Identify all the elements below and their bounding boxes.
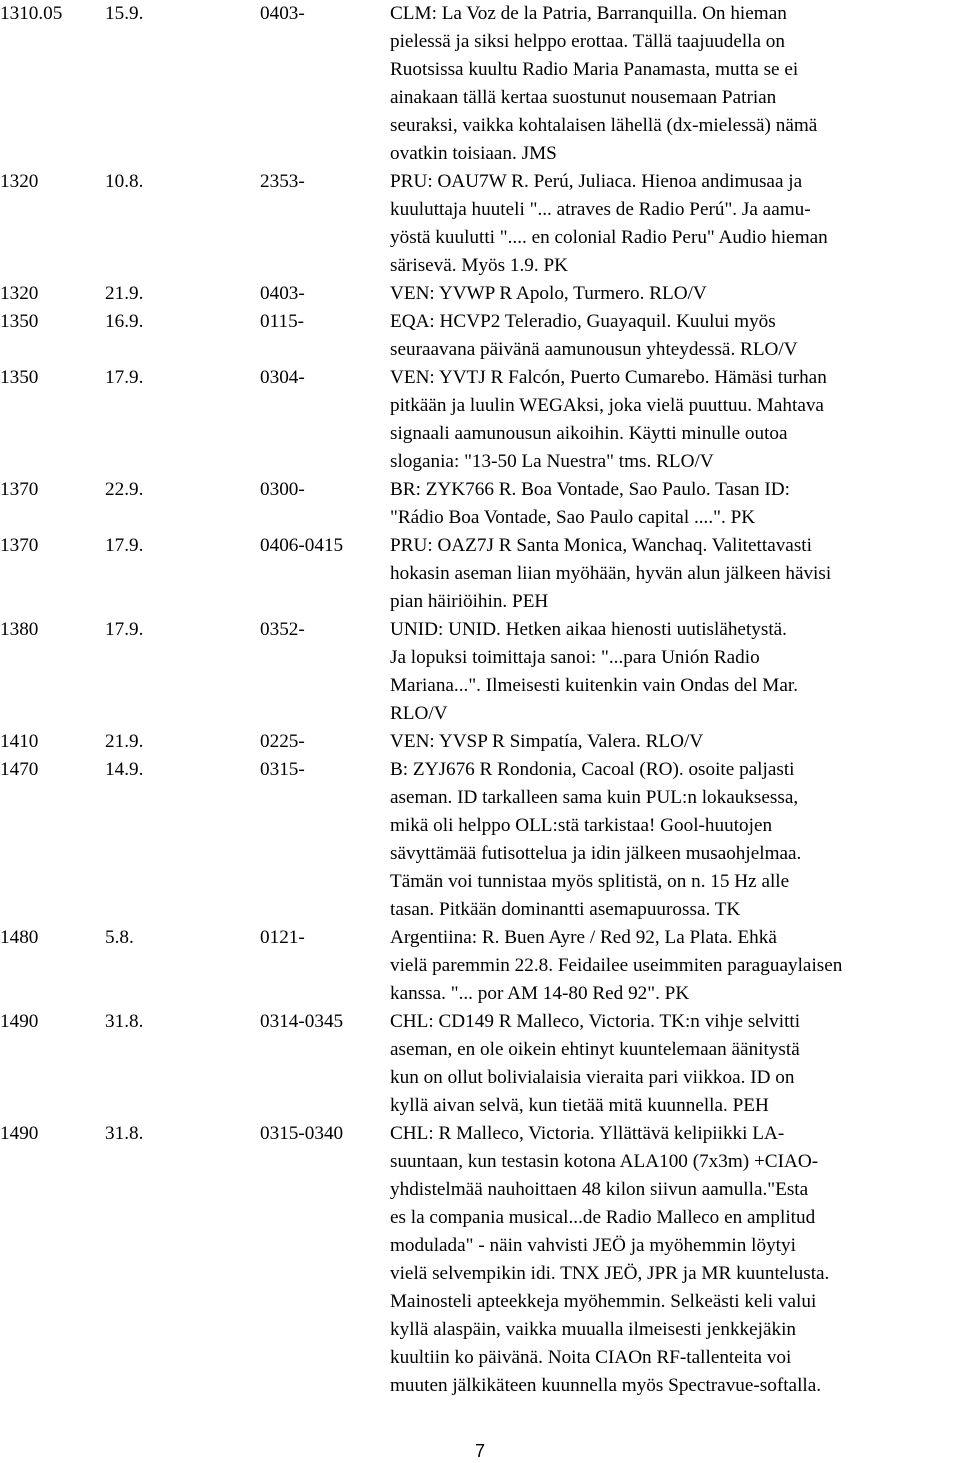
time-cell: 0403-	[260, 3, 305, 24]
log-entry	[0, 756, 960, 924]
description-line: kanssa. "... por AM 14-80 Red 92". PK	[390, 983, 690, 1004]
log-entry	[0, 924, 960, 1008]
description-line: särisevä. Myös 1.9. PK	[390, 255, 569, 276]
log-entry	[0, 616, 960, 728]
description-line: ovatkin toisiaan. JMS	[390, 143, 557, 164]
description-cell	[390, 616, 960, 728]
date-cell: 21.9.	[105, 731, 144, 752]
frequency-cell: 1490	[0, 1011, 39, 1032]
description-line: suuntaan, kun testasin kotona ALA100 (7x3m) +CIAO-	[390, 1151, 819, 1172]
description-line: "Rádio Boa Vontade, Sao Paulo capital ....". PK	[390, 507, 756, 528]
description-line: VEN: YVSP R Simpatía, Valera. RLO/V	[390, 731, 704, 752]
description-line: slogania: "13-50 La Nuestra" tms. RLO/V	[390, 451, 714, 472]
description-line: RLO/V	[390, 703, 448, 724]
frequency-cell: 1410	[0, 731, 39, 752]
description-line: pitkään ja luulin WEGAksi, joka vielä puuttuu. Mahtava	[390, 395, 824, 416]
description-line: B: ZYJ676 R Rondonia, Cacoal (RO). osoite paljasti	[390, 759, 795, 780]
description-cell	[390, 280, 960, 308]
description-line: kyllä aivan selvä, kun tietää mitä kuunnella. PEH	[390, 1095, 769, 1116]
description-line: signaali aamunousun aikoihin. Käytti minulle outoa	[390, 423, 788, 444]
description-line: muuten jälkikäteen kuunnella myös Spectravue-softalla.	[390, 1375, 822, 1396]
description-line: mikä oli helppo OLL:stä tarkistaa! Gool-huutojen	[390, 815, 773, 836]
description-cell	[390, 532, 960, 616]
frequency-cell: 1310.05	[0, 3, 63, 24]
description-line: pielessä ja siksi helppo erottaa. Tällä taajuudella on	[390, 31, 785, 52]
date-cell: 15.9.	[105, 3, 144, 24]
description-line: hokasin aseman liian myöhään, hyvän alun jälkeen hävisi	[390, 563, 832, 584]
frequency-cell: 1350	[0, 367, 39, 388]
description-line: CLM: La Voz de la Patria, Barranquilla. On hieman	[390, 3, 787, 24]
description-line: CHL: CD149 R Malleco, Victoria. TK:n vihje selvitti	[390, 1011, 801, 1032]
description-line: seuraksi, vaikka kohtalaisen lähellä (dx-mielessä) nämä	[390, 115, 818, 136]
description-line: aseman, en ole oikein ehtinyt kuuntelemaan äänitystä	[390, 1039, 800, 1060]
frequency-cell: 1350	[0, 311, 39, 332]
date-cell: 31.8.	[105, 1011, 144, 1032]
time-cell: 0121-	[260, 927, 305, 948]
time-cell: 0314-0345	[260, 1011, 344, 1032]
description-line: BR: ZYK766 R. Boa Vontade, Sao Paulo. Tasan ID:	[390, 479, 790, 500]
time-cell: 0315-0340	[260, 1123, 344, 1144]
description-line: Ruotsissa kuultu Radio Maria Panamasta, mutta se ei	[390, 59, 799, 80]
time-cell: 0115-	[260, 311, 305, 332]
description-line: CHL: R Malleco, Victoria. Yllättävä kelipiikki LA-	[390, 1123, 785, 1144]
log-entry	[0, 728, 960, 756]
date-cell: 22.9.	[105, 479, 144, 500]
description-cell	[390, 756, 960, 924]
log-entry	[0, 532, 960, 616]
description-line: Ja lopuksi toimittaja sanoi: "...para Unión Radio	[390, 647, 760, 668]
date-cell: 17.9.	[105, 367, 144, 388]
time-cell: 0352-	[260, 619, 305, 640]
frequency-cell: 1480	[0, 927, 39, 948]
description-line: UNID: UNID. Hetken aikaa hienosti uutislähetystä.	[390, 619, 787, 640]
date-cell: 17.9.	[105, 619, 144, 640]
page-number: 7	[474, 1441, 485, 1461]
description-cell	[390, 364, 960, 476]
frequency-cell: 1370	[0, 479, 39, 500]
description-line: aseman. ID tarkalleen sama kuin PUL:n lokauksessa,	[390, 787, 799, 808]
description-line: VEN: YVWP R Apolo, Turmero. RLO/V	[390, 283, 707, 304]
description-line: VEN: YVTJ R Falcón, Puerto Cumarebo. Hämäsi turhan	[390, 367, 827, 388]
frequency-cell: 1380	[0, 619, 39, 640]
description-line: ainakaan tällä kertaa suostunut nousemaan Patrian	[390, 87, 777, 108]
time-cell: 0300-	[260, 479, 305, 500]
description-line: PRU: OAU7W R. Perú, Juliaca. Hienoa andimusaa ja	[390, 171, 803, 192]
description-cell	[390, 1120, 960, 1400]
date-cell: 21.9.	[105, 283, 144, 304]
description-line: modulada" - näin vahvisti JEÖ ja myöhemmin löytyi	[390, 1235, 796, 1256]
date-cell: 31.8.	[105, 1123, 144, 1144]
time-cell: 0403-	[260, 283, 305, 304]
description-line: tasan. Pitkään dominantti asemapuurossa. TK	[390, 899, 741, 920]
date-cell: 17.9.	[105, 535, 144, 556]
frequency-cell: 1470	[0, 759, 39, 780]
frequency-cell: 1490	[0, 1123, 39, 1144]
description-line: Tämän voi tunnistaa myös splitistä, on n. 15 Hz alle	[390, 871, 790, 892]
log-entry	[0, 280, 960, 308]
log-entry	[0, 1120, 960, 1400]
description-cell	[390, 0, 960, 168]
description-line: pian häiriöihin. PEH	[390, 591, 549, 612]
description-cell	[390, 168, 960, 280]
description-line: vielä selvempikin idi. TNX JEÖ, JPR ja MR kuuntelusta.	[390, 1263, 830, 1284]
date-cell: 14.9.	[105, 759, 144, 780]
frequency-cell: 1370	[0, 535, 39, 556]
description-line: kyllä alaspäin, vaikka muualla ilmeisesti jenkkejäkin	[390, 1319, 797, 1340]
description-line: EQA: HCVP2 Teleradio, Guayaquil. Kuului myös	[390, 311, 776, 332]
description-line: kuultiin ko päivänä. Noita CIAOn RF-tallenteita voi	[390, 1347, 792, 1368]
time-cell: 0315-	[260, 759, 305, 780]
log-entry	[0, 168, 960, 280]
log-entry	[0, 476, 960, 532]
description-line: es la compania musical...de Radio Malleco en amplitud	[390, 1207, 816, 1228]
frequency-cell: 1320	[0, 283, 39, 304]
description-line: Mainosteli apteekkeja myöhemmin. Selkeästi keli valui	[390, 1291, 817, 1312]
log-entry	[0, 1008, 960, 1120]
log-entry	[0, 364, 960, 476]
date-cell: 5.8.	[105, 927, 134, 948]
description-line: seuraavana päivänä aamunousun yhteydessä. RLO/V	[390, 339, 798, 360]
log-entry	[0, 0, 960, 168]
description-line: Mariana...". Ilmeisesti kuitenkin vain Ondas del Mar.	[390, 675, 799, 696]
date-cell: 16.9.	[105, 311, 144, 332]
description-line: kun on ollut bolivialaisia vieraita pari viikkoa. ID on	[390, 1067, 795, 1088]
description-cell	[390, 1008, 960, 1120]
description-cell	[390, 924, 960, 1008]
date-cell: 10.8.	[105, 171, 144, 192]
description-cell	[390, 308, 960, 364]
description-line: yhdistelmää nauhoittaen 48 kilon siivun aamulla."Esta	[390, 1179, 809, 1200]
description-line: yöstä kuulutti ".... en colonial Radio Peru" Audio hieman	[390, 227, 828, 248]
description-line: kuuluttaja huuteli "... atraves de Radio Perú". Ja aamu-	[390, 199, 811, 220]
description-cell	[390, 728, 960, 756]
description-line: sävyttämää futisottelua ja idin jälkeen musaohjelmaa.	[390, 843, 802, 864]
time-cell: 0225-	[260, 731, 305, 752]
description-line: Argentiina: R. Buen Ayre / Red 92, La Plata. Ehkä	[390, 927, 777, 948]
time-cell: 0304-	[260, 367, 305, 388]
description-cell	[390, 476, 960, 532]
description-line: PRU: OAZ7J R Santa Monica, Wanchaq. Valitettavasti	[390, 535, 812, 556]
frequency-cell: 1320	[0, 171, 39, 192]
log-entry	[0, 308, 960, 364]
description-line: vielä paremmin 22.8. Feidailee useimmiten paraguaylaisen	[390, 955, 843, 976]
time-cell: 2353-	[260, 171, 305, 192]
time-cell: 0406-0415	[260, 535, 344, 556]
